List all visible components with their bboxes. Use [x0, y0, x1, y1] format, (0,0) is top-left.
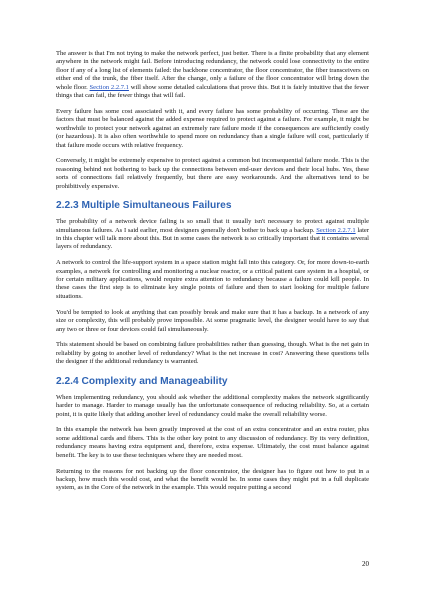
paragraph: In this example the network has been greatly improved at the cost of an extra concentrator and an extra router, plus some additional cards and fibers. This is the other key point to any discussion of redundancy. By its very definition, redundancy means having extra equipment and, therefore, extra expense. Ultimately, the cost must balance against benefit. The key is to use these techniques where they are needed most.: [56, 426, 369, 459]
paragraph: You'd be tempted to look at anything that can possibly break and make sure that it has a backup. In a network of any size or complexity, this will probably prove impossible. At some pragmatic level, the designer would have to say that any two or three or four devices could fail simultaneously.: [56, 308, 369, 333]
paragraph-text: later in this chapter will talk more about this. But in some cases the network is so critically important that it contains several layers of redundancy.: [56, 226, 369, 251]
paragraph-text: The answer is that I'm not trying to make the network perfect, just better. There is a finite probability that any element anywhere in the network might fail. Before introducing redundancy, the network could lose connectivity to the entire floor if any of a long list of elements failed: the backbone concentrator, the floor concentrator, the fiber transceivers on either end of the trunk, the fiber itself. After the change, only a failure of the floor concentrator will bring down the whole floor.: [56, 50, 369, 91]
paragraph: A network to control the life-support system in a space station might fall into this category. Or, for more down-to-earth examples, a network for controlling and monitoring a nuclear reactor, or a critical patient care system in a hospital, or for certain military applications, would require extra attention to redundancy because a failure could kill people. In these cases the first step is to eliminate key single points of failure and then to start looking for multiple failure situations.: [56, 259, 369, 300]
section-heading: 2.2.4 Complexity and Manageability: [56, 375, 228, 387]
paragraph: [56, 50, 369, 100]
page-number: 20: [362, 560, 369, 568]
paragraph-text: The probability of a network device failing is so small that it usually isn't necessary to protect against multiple simultaneous failures. As I said earlier, most designers generally don't bother to back up a backup.: [56, 218, 369, 234]
paragraph: When implementing redundancy, you should ask whether the additional complexity makes the network significantly harder to manage. Harder to manage usually has the unfortunate consequence of reducing reliability. So, at a certain point, it is quite likely that adding another level of redundancy could make the overall reliability worse.: [56, 393, 369, 418]
paragraph: Every failure has some cost associated with it, and every failure has some probability of occurring. These are the factors that must be balanced against the added expense required to protect against a failure. For example, it might be worthwhile to protect your network against an extremely rare failure mode if the consequences are sufficiently costly (or hazardous). It is also often worthwhile to spend more on redundancy than a single failure will cost, particularly if that failure mode occurs with relative frequency.: [56, 107, 369, 149]
section-link[interactable]: Section 2.2.7.1: [316, 226, 356, 234]
paragraph: [56, 218, 369, 252]
paragraph: Conversely, it might be extremely expensive to protect against a common but inconsequential failure mode. This is the reasoning behind not bothering to back up the connections between end-user devices and their local hubs. Yes, these sorts of connections fail relatively frequently, but there are easy workarounds. And the alternatives tend to be prohibitively expensive.: [56, 157, 369, 190]
section-heading: 2.2.3 Multiple Simultaneous Failures: [56, 200, 232, 212]
paragraph-text: will show some detailed calculations that prove this. But it is fairly intuitive that the fewer things that can fail, the fewer things that will fail.: [56, 83, 370, 100]
section-link[interactable]: Section 2.2.7.1: [89, 83, 129, 91]
paragraph: Returning to the reasons for not backing up the floor concentrator, the designer has to figure out how to put in a backup, how much this would cost, and what the benefit would be. In some cases they might put in a full duplicate system, as in the Core of the network in the example. This would require putting a second: [56, 467, 369, 492]
paragraph: This statement should be based on combining failure probabilities rather than guessing, though. What is the net gain in reliability by going to another level of redundancy? What is the net increase in cost? Answering these questions tells the designer if the additional redundancy is warranted.: [56, 341, 369, 366]
